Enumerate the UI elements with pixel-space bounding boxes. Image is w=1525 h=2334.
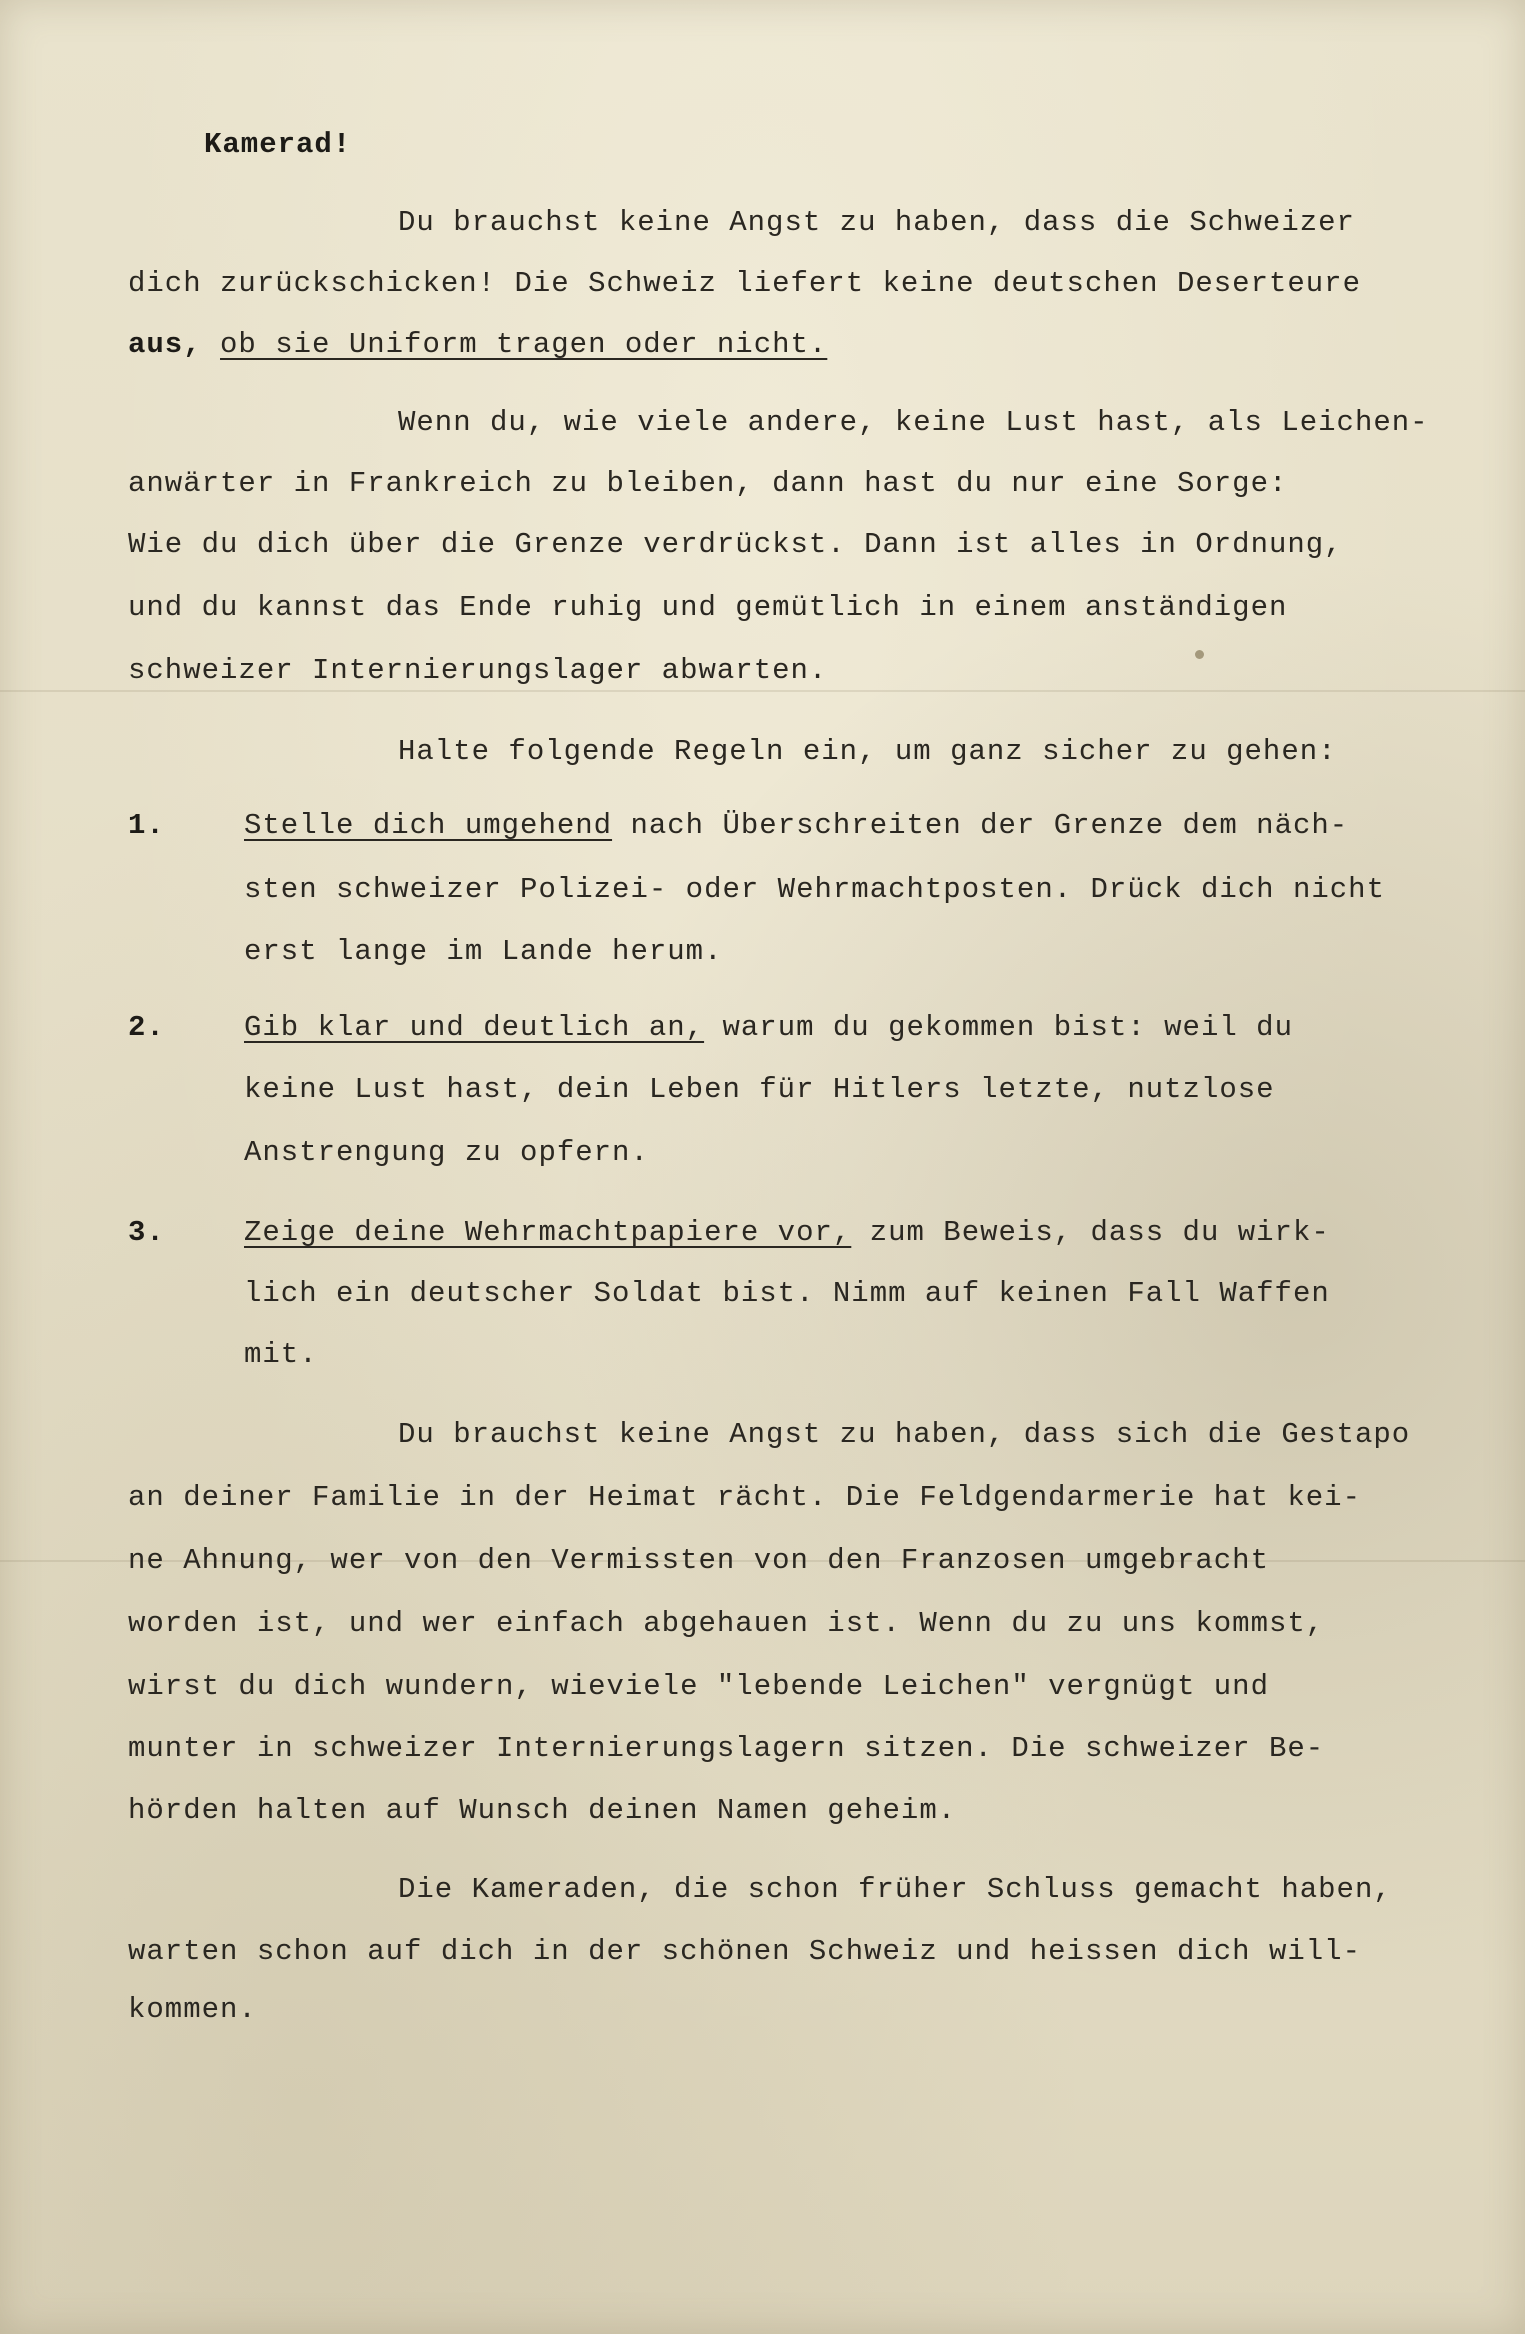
rule-2-line-1-rest: warum du gekommen bist: weil du bbox=[704, 1011, 1293, 1044]
paragraph-1-line-2: dich zurückschicken! Die Schweiz liefert keine deutschen Deserteure bbox=[128, 267, 1361, 300]
paragraph-2-line-5: schweizer Internierungslager abwarten. bbox=[128, 654, 828, 687]
paragraph-2-line-3: Wie du dich über die Grenze verdrückst. Dann ist alles in Ordnung, bbox=[128, 528, 1343, 561]
paragraph-2-line-4: und du kannst das Ende ruhig und gemütlich in einem anständigen bbox=[128, 591, 1288, 624]
paragraph-1-line-1: Du brauchst keine Angst zu haben, dass die Schweizer bbox=[398, 206, 1355, 239]
rule-3-underlined-phrase: Zeige deine Wehrmachtpapiere vor, bbox=[244, 1216, 852, 1249]
rule-1-line-1 bbox=[244, 811, 1348, 840]
paragraph-1-line-3 bbox=[128, 330, 827, 359]
rule-1-line-1-rest: nach Überschreiten der Grenze dem näch- bbox=[612, 809, 1349, 842]
ink-spot bbox=[1195, 650, 1204, 659]
salutation: Kamerad! bbox=[204, 128, 352, 161]
paper-fold-line bbox=[0, 690, 1525, 692]
rule-3-line-1-rest: zum Beweis, dass du wirk- bbox=[851, 1216, 1330, 1249]
rule-2-line-1 bbox=[244, 1013, 1293, 1042]
paragraph-1-line-3-start: aus, bbox=[128, 328, 221, 361]
paragraph-1-underlined-phrase: ob sie Uniform tragen oder nicht. bbox=[220, 328, 828, 361]
rule-1-number: 1. bbox=[128, 809, 165, 842]
paragraph-3-line-4: worden ist, und wer einfach abgehauen ist. Wenn du zu uns kommst, bbox=[128, 1607, 1325, 1640]
rule-1-line-3: erst lange im Lande herum. bbox=[244, 935, 723, 968]
rule-2-line-2: keine Lust hast, dein Leben für Hitlers letzte, nutzlose bbox=[244, 1073, 1275, 1106]
paragraph-3-line-1: Du brauchst keine Angst zu haben, dass sich die Gestapo bbox=[398, 1418, 1411, 1451]
paragraph-3-line-7: hörden halten auf Wunsch deinen Namen geheim. bbox=[128, 1794, 957, 1827]
paragraph-4-line-1: Die Kameraden, die schon früher Schluss gemacht haben, bbox=[398, 1873, 1392, 1906]
paragraph-3-line-6: munter in schweizer Internierungslagern sitzen. Die schweizer Be- bbox=[128, 1732, 1325, 1765]
rule-3-number: 3. bbox=[128, 1216, 165, 1249]
paragraph-3-line-5: wirst du dich wundern, wieviele "lebende Leichen" vergnügt und bbox=[128, 1670, 1269, 1703]
rule-2-underlined-phrase: Gib klar und deutlich an, bbox=[244, 1011, 705, 1044]
paragraph-2-line-1: Wenn du, wie viele andere, keine Lust hast, als Leichen- bbox=[398, 406, 1429, 439]
rule-2-line-3: Anstrengung zu opfern. bbox=[244, 1136, 649, 1169]
rule-1-underlined-phrase: Stelle dich umgehend bbox=[244, 809, 613, 842]
rule-2-number: 2. bbox=[128, 1011, 165, 1044]
paragraph-3-line-2: an deiner Familie in der Heimat rächt. Die Feldgendarmerie hat kei- bbox=[128, 1481, 1361, 1514]
paragraph-2-line-2: anwärter in Frankreich zu bleiben, dann hast du nur eine Sorge: bbox=[128, 467, 1288, 500]
rule-1-line-2: sten schweizer Polizei- oder Wehrmachtposten. Drück dich nicht bbox=[244, 873, 1385, 906]
rules-intro: Halte folgende Regeln ein, um ganz sicher zu gehen: bbox=[398, 735, 1337, 768]
paragraph-4-line-3: kommen. bbox=[128, 1993, 257, 2026]
paragraph-4-line-2: warten schon auf dich in der schönen Schweiz und heissen dich will- bbox=[128, 1935, 1361, 1968]
paragraph-3-line-3: ne Ahnung, wer von den Vermissten von den Franzosen umgebracht bbox=[128, 1544, 1269, 1577]
rule-3-line-3: mit. bbox=[244, 1338, 318, 1371]
rule-3-line-1 bbox=[244, 1218, 1330, 1247]
rule-3-line-2: lich ein deutscher Soldat bist. Nimm auf keinen Fall Waffen bbox=[244, 1277, 1330, 1310]
